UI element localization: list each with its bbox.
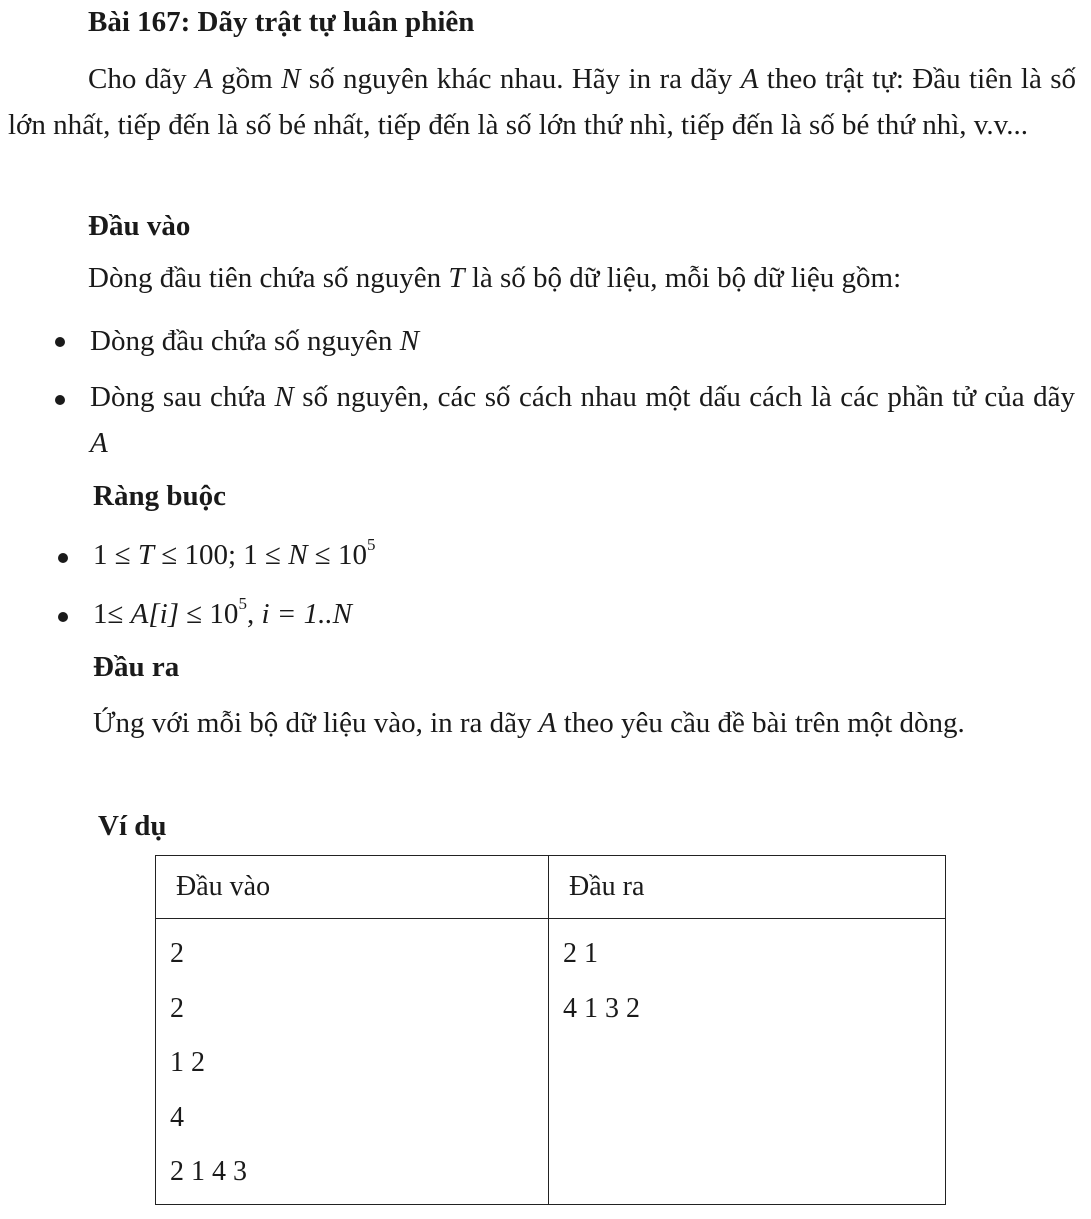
output-heading: Đầu ra [93, 651, 180, 683]
input-line: 2 1 4 3 [170, 1156, 247, 1187]
input-bullet-1: Dòng đầu chứa số nguyên N [90, 325, 420, 357]
input-line: 4 [170, 1101, 184, 1133]
constraint-1: 1 ≤ T ≤ 100; $1 \le N \le 10^5$ [93, 535, 376, 571]
bullet-icon [58, 553, 68, 563]
problem-title: Bài 167: Dãy trật tự luân phiên [88, 6, 475, 38]
input-heading: Đầu vào [88, 210, 191, 242]
input-cell [156, 919, 549, 1205]
column-header-output: Đầu ra [549, 856, 946, 919]
problem-statement: Cho dãy A gồm N số nguyên khác nhau. Hãy in ra dãy A theo trật tự: Đầu tiên là số lớn nhất, tiếp đến là số bé nhất, tiếp đến là số lớn thứ nhì, tiếp đến là số bé thứ nhì, v.v... [8, 63, 1077, 141]
table-row [156, 919, 946, 1205]
input-description: Dòng đầu tiên chứa số nguyên T là số bộ dữ liệu, mỗi bộ dữ liệu gồm: [88, 262, 902, 294]
input-line: 2 [170, 938, 184, 969]
input-line: 2 [170, 992, 184, 1024]
constraints-heading: Ràng buộc [93, 480, 226, 512]
bullet-icon [58, 612, 68, 622]
input-bullet-2: Dòng sau chứa N số nguyên, các số cách nhau một dấu cách là các phần tử của dãy A [90, 381, 1076, 459]
input-line: 1 2 [170, 1047, 205, 1078]
bullet-icon [55, 337, 65, 347]
constraint-2: $1\le A[i] \le 10^5$, i = 1..N [93, 594, 352, 630]
example-heading: Ví dụ [98, 810, 167, 842]
output-line: 4 1 3 2 [563, 992, 640, 1024]
example-table [155, 855, 946, 1205]
bullet-icon [55, 395, 65, 405]
column-header-input: Đầu vào [156, 856, 549, 919]
output-description: Ứng với mỗi bộ dữ liệu vào, in ra dãy A theo yêu cầu đề bài trên một dòng. [93, 707, 965, 739]
table-header-row [156, 856, 946, 919]
output-cell [549, 919, 946, 1205]
output-line: 2 1 [563, 938, 598, 969]
